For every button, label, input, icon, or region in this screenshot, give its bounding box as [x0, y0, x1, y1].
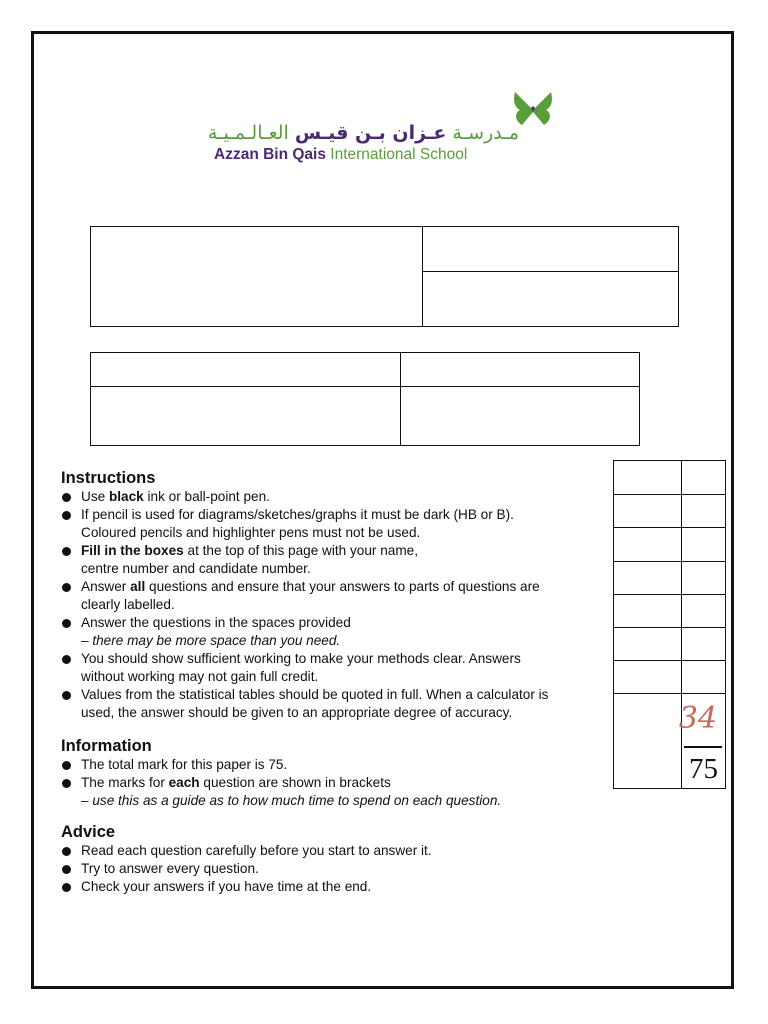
marks-cell: [613, 660, 682, 694]
school-name-arabic: [207, 122, 519, 144]
advice-item: [61, 860, 621, 878]
school-name-bold: Azzan Bin Qais: [214, 146, 326, 163]
instruction-item: [61, 488, 621, 506]
advice-section: [61, 823, 621, 896]
school-name-arabic-main: عـزان بـن قيـس: [294, 122, 447, 144]
info-header-cell-left: [90, 352, 401, 387]
marks-cell: [681, 660, 726, 694]
information-text: question are shown in brackets: [199, 775, 391, 790]
instruction-item: [61, 650, 621, 686]
instruction-text: Answer the questions in the spaces provided: [81, 615, 351, 630]
handwritten-score: 34: [678, 701, 718, 736]
marks-cell: [681, 494, 726, 528]
instruction-item: [61, 506, 621, 542]
marks-cell: [613, 627, 682, 661]
instruction-text: You should show sufficient working to make your methods clear. Answers: [81, 651, 521, 666]
instruction-text: ink or ball-point pen.: [143, 489, 270, 504]
instruction-text: Answer: [81, 579, 131, 594]
advice-heading: Advice: [61, 823, 116, 841]
instruction-item: [61, 578, 621, 614]
marks-cell: [613, 494, 682, 528]
marks-cell: [681, 527, 726, 562]
instruction-text: Use: [81, 489, 109, 504]
marks-cell: [681, 594, 726, 628]
information-italic: – use this as a guide as to how much time to spend on each question.: [81, 793, 502, 808]
instruction-text: Values from the statistical tables should be quoted in full. When a calculator is: [81, 687, 549, 702]
instruction-item: [61, 542, 621, 578]
marks-cell: [613, 527, 682, 562]
information-text: The marks for: [81, 775, 169, 790]
marks-cell: [681, 627, 726, 661]
candidate-name-box[interactable]: [90, 226, 423, 327]
school-name-english: [214, 146, 467, 164]
instruction-text: at the top of this page with your name,: [183, 543, 418, 558]
information-section: [61, 737, 621, 810]
information-text: The total mark for this paper is 75.: [81, 757, 288, 772]
school-name-arabic-prefix: مـدرسـة: [446, 122, 519, 144]
marks-cell: [613, 693, 682, 789]
marks-cell: [613, 561, 682, 595]
instruction-text: used, the answer should be given to an appropriate degree of accuracy.: [81, 705, 513, 720]
advice-item: [61, 878, 621, 896]
instruction-text: clearly labelled.: [81, 597, 175, 612]
instruction-text: without working may not gain full credit.: [81, 669, 319, 684]
instruction-text: If pencil is used for diagrams/sketches/graphs it must be dark (HB or B).: [81, 507, 514, 522]
fraction-line: [684, 746, 722, 748]
marks-cell: [681, 460, 726, 495]
school-name-arabic-suffix: العـالـمـيـة: [207, 122, 295, 144]
advice-text: Check your answers if you have time at the end.: [81, 879, 372, 894]
instruction-italic: – there may be more space than you need.: [81, 633, 341, 648]
instructions-heading: Instructions: [61, 469, 156, 487]
information-heading: Information: [61, 737, 152, 755]
centre-number-box[interactable]: [422, 226, 679, 272]
advice-text: Read each question carefully before you start to answer it.: [81, 843, 432, 858]
instruction-item: [61, 686, 621, 722]
information-bold: each: [168, 775, 200, 790]
marks-cell: [681, 561, 726, 595]
instruction-bold: black: [108, 489, 144, 504]
instruction-bold: all: [130, 579, 146, 594]
info-value-cell-right[interactable]: [400, 386, 640, 446]
total-marks: 75: [689, 753, 718, 785]
instructions-section: [61, 469, 621, 722]
marks-cell: [613, 460, 682, 495]
information-item: [61, 774, 621, 810]
instruction-text: Coloured pencils and highlighter pens must not be used.: [81, 525, 421, 540]
candidate-number-box[interactable]: [422, 271, 679, 327]
instruction-item: [61, 614, 621, 650]
school-name-regular: International School: [325, 146, 468, 163]
info-value-cell-left[interactable]: [90, 386, 401, 446]
advice-text: Try to answer every question.: [81, 861, 259, 876]
info-header-cell-right: [400, 352, 640, 387]
instruction-bold: Fill in the boxes: [81, 543, 184, 558]
instruction-text: questions and ensure that your answers to parts of questions are: [145, 579, 540, 594]
instruction-text: centre number and candidate number.: [81, 561, 311, 576]
advice-item: [61, 842, 621, 860]
marks-cell: [613, 594, 682, 628]
information-item: [61, 756, 621, 774]
